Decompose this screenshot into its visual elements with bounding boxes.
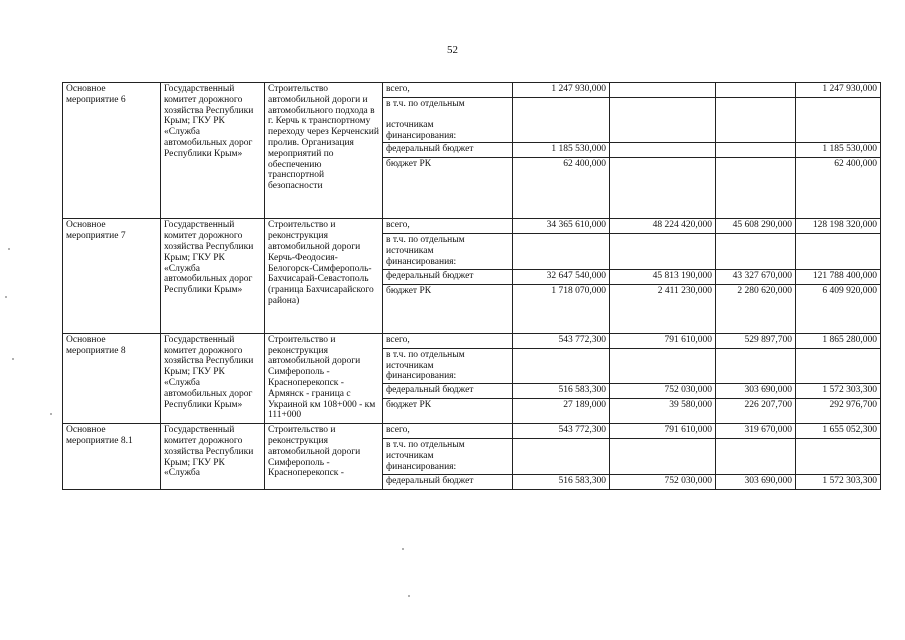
scan-speck bbox=[402, 548, 404, 550]
scan-speck bbox=[50, 413, 52, 415]
source-federal-label: федеральный бюджет bbox=[383, 474, 513, 489]
budget-table bbox=[62, 82, 881, 490]
federal-2016 bbox=[610, 143, 716, 158]
federal-2016: 45 813 190,000 bbox=[610, 269, 716, 284]
rk-sum: 292 976,700 bbox=[796, 399, 881, 424]
scan-speck bbox=[8, 248, 10, 250]
source-total-label: всего, bbox=[383, 333, 513, 348]
federal-2016: 752 030,000 bbox=[610, 474, 716, 489]
description-cell: Строительство и реконструкция автомобильной дороги Керчь-Феодосия-Белогорск-Симферополь-Бахчисарай-Севастополь (граница Бахчисарайского района) bbox=[265, 219, 383, 333]
total-2016: 791 610,000 bbox=[610, 333, 716, 348]
executor-cell: Государственный комитет дорожного хозяйства Республики Крым; ГКУ РК «Служба автомобильных дорог Республики Крым» bbox=[161, 333, 265, 423]
source-breakdown-label bbox=[383, 98, 513, 143]
label-line: финансирования: bbox=[386, 256, 457, 267]
federal-2015: 516 583,300 bbox=[513, 474, 610, 489]
federal-2017: 303 690,000 bbox=[716, 474, 796, 489]
total-2017 bbox=[716, 83, 796, 98]
label-line: в т.ч. по отдельным bbox=[386, 349, 465, 360]
source-total-label: всего, bbox=[383, 83, 513, 98]
event-cell: Основное мероприятие 8.1 bbox=[63, 424, 161, 489]
rk-2015: 1 718 070,000 bbox=[513, 284, 610, 333]
federal-2015: 32 647 540,000 bbox=[513, 269, 610, 284]
label-line: финансирования: bbox=[386, 130, 457, 141]
total-2016: 48 224 420,000 bbox=[610, 219, 716, 234]
description-cell: Строительство и реконструкция автомобильной дороги Симферополь - Красноперекопск - Армянск - граница с Украиной км 108+000 - км 111+000 bbox=[265, 333, 383, 423]
total-2015: 543 772,300 bbox=[513, 333, 610, 348]
federal-2017: 303 690,000 bbox=[716, 384, 796, 399]
total-sum: 1 865 280,000 bbox=[796, 333, 881, 348]
event-cell: Основное мероприятие 6 bbox=[63, 83, 161, 219]
rk-2017: 2 280 620,000 bbox=[716, 284, 796, 333]
label-line: в т.ч. по отдельным bbox=[386, 440, 465, 451]
source-rk-label: бюджет РК bbox=[383, 284, 513, 333]
source-breakdown-label bbox=[383, 348, 513, 383]
label-line: источникам bbox=[386, 119, 434, 130]
federal-sum: 1 572 303,300 bbox=[796, 384, 881, 399]
total-2016: 791 610,000 bbox=[610, 424, 716, 439]
source-federal-label: федеральный бюджет bbox=[383, 269, 513, 284]
source-total-label: всего, bbox=[383, 424, 513, 439]
table-row bbox=[63, 424, 881, 439]
total-2016 bbox=[610, 83, 716, 98]
total-2017: 529 897,700 bbox=[716, 333, 796, 348]
page-number: 52 bbox=[447, 44, 458, 56]
rk-2016: 39 580,000 bbox=[610, 399, 716, 424]
source-rk-label: бюджет РК bbox=[383, 399, 513, 424]
table-row bbox=[63, 83, 881, 98]
federal-2017: 43 327 670,000 bbox=[716, 269, 796, 284]
source-breakdown-label bbox=[383, 439, 513, 474]
total-2015: 1 247 930,000 bbox=[513, 83, 610, 98]
rk-2017 bbox=[716, 158, 796, 219]
total-sum: 1 655 052,300 bbox=[796, 424, 881, 439]
rk-2015: 62 400,000 bbox=[513, 158, 610, 219]
total-2015: 543 772,300 bbox=[513, 424, 610, 439]
scan-speck bbox=[408, 595, 410, 597]
description-cell: Строительство автомобильной дороги и автомобильного подхода в г. Керчь к транспортному переходу через Керченский пролив. Организация мероприятий по обеспечению транспортной безопасности bbox=[265, 83, 383, 219]
federal-sum: 121 788 400,000 bbox=[796, 269, 881, 284]
federal-sum: 1 572 303,300 bbox=[796, 474, 881, 489]
label-line: финансирования: bbox=[386, 371, 457, 382]
scan-speck bbox=[12, 358, 14, 360]
label-line: финансирования: bbox=[386, 461, 457, 472]
rk-sum: 62 400,000 bbox=[796, 158, 881, 219]
total-2015: 34 365 610,000 bbox=[513, 219, 610, 234]
label-line: источникам bbox=[386, 450, 434, 461]
label-line: источникам bbox=[386, 246, 434, 257]
federal-2017 bbox=[716, 143, 796, 158]
total-sum: 128 198 320,000 bbox=[796, 219, 881, 234]
federal-2015: 516 583,300 bbox=[513, 384, 610, 399]
federal-2016: 752 030,000 bbox=[610, 384, 716, 399]
scan-speck bbox=[5, 296, 7, 298]
executor-cell: Государственный комитет дорожного хозяйства Республики Крым; ГКУ РК «Служба автомобильных дорог Республики Крым» bbox=[161, 83, 265, 219]
rk-2017: 226 207,700 bbox=[716, 399, 796, 424]
table-row bbox=[63, 333, 881, 348]
source-total-label: всего, bbox=[383, 219, 513, 234]
source-breakdown-label bbox=[383, 234, 513, 269]
federal-sum: 1 185 530,000 bbox=[796, 143, 881, 158]
rk-2016: 2 411 230,000 bbox=[610, 284, 716, 333]
executor-cell: Государственный комитет дорожного хозяйства Республики Крым; ГКУ РК «Служба автомобильных дорог Республики Крым» bbox=[161, 219, 265, 333]
rk-sum: 6 409 920,000 bbox=[796, 284, 881, 333]
label-line: в т.ч. по отдельным bbox=[386, 235, 465, 246]
table-row bbox=[63, 219, 881, 234]
source-federal-label: федеральный бюджет bbox=[383, 384, 513, 399]
label-line: источникам bbox=[386, 360, 434, 371]
rk-2015: 27 189,000 bbox=[513, 399, 610, 424]
source-rk-label: бюджет РК bbox=[383, 158, 513, 219]
rk-2016 bbox=[610, 158, 716, 219]
total-sum: 1 247 930,000 bbox=[796, 83, 881, 98]
federal-2015: 1 185 530,000 bbox=[513, 143, 610, 158]
source-federal-label: федеральный бюджет bbox=[383, 143, 513, 158]
event-cell: Основное мероприятие 8 bbox=[63, 333, 161, 423]
event-cell: Основное мероприятие 7 bbox=[63, 219, 161, 333]
total-2017: 319 670,000 bbox=[716, 424, 796, 439]
description-cell: Строительство и реконструкция автомобильной дороги Симферополь - Красноперекопск - bbox=[265, 424, 383, 489]
executor-cell: Государственный комитет дорожного хозяйства Республики Крым; ГКУ РК «Служба bbox=[161, 424, 265, 489]
label-line: в т.ч. по отдельным bbox=[386, 99, 465, 109]
total-2017: 45 608 290,000 bbox=[716, 219, 796, 234]
